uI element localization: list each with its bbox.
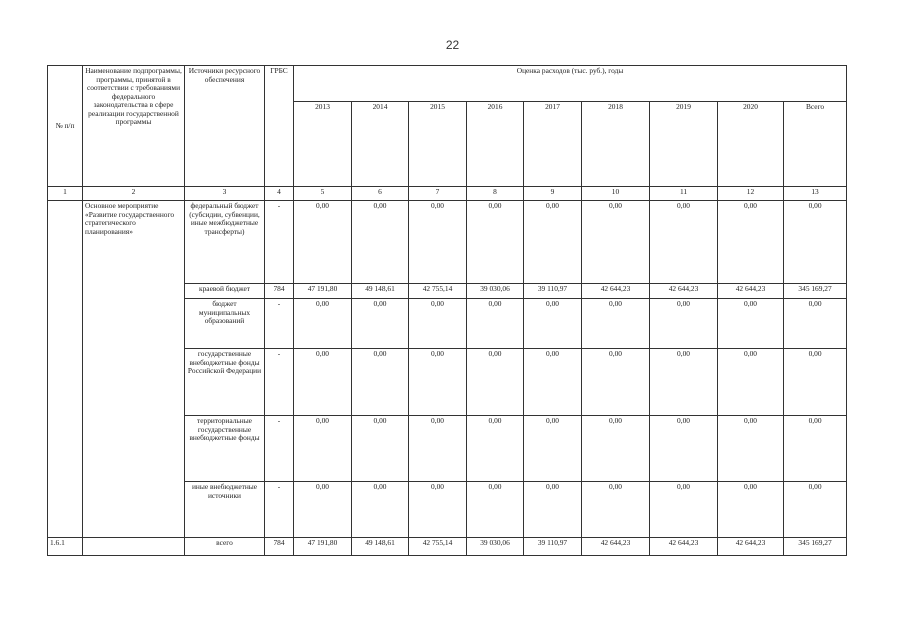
grbs-cell: - bbox=[265, 416, 294, 482]
header-year: 2015 bbox=[409, 102, 467, 187]
header-num: № п/п bbox=[48, 66, 83, 187]
value-cell: 0,00 bbox=[718, 349, 784, 416]
column-number: 6 bbox=[352, 187, 409, 201]
value-cell: 0,00 bbox=[352, 416, 409, 482]
grbs-cell: - bbox=[265, 201, 294, 284]
column-number: 12 bbox=[718, 187, 784, 201]
column-number: 1 bbox=[48, 187, 83, 201]
header-year: 2016 bbox=[467, 102, 524, 187]
value-cell: 0,00 bbox=[294, 416, 352, 482]
column-number: 11 bbox=[650, 187, 718, 201]
value-cell: 0,00 bbox=[650, 416, 718, 482]
total-value-cell: 47 191,80 bbox=[294, 538, 352, 556]
value-cell: 0,00 bbox=[718, 299, 784, 349]
column-number: 10 bbox=[582, 187, 650, 201]
source-cell: государственные внебюджетные фонды Российской Федерации bbox=[185, 349, 265, 416]
value-cell: 0,00 bbox=[467, 416, 524, 482]
source-cell: бюджет муниципальных образований bbox=[185, 299, 265, 349]
value-cell: 0,00 bbox=[467, 482, 524, 538]
source-cell: иные внебюджетные источники bbox=[185, 482, 265, 538]
source-cell: территориальные государственные внебюджетные фонды bbox=[185, 416, 265, 482]
value-cell: 0,00 bbox=[294, 349, 352, 416]
value-cell: 47 191,80 bbox=[294, 284, 352, 299]
value-cell: 0,00 bbox=[650, 482, 718, 538]
total-row-num: 1.6.1 bbox=[48, 538, 83, 556]
table-row bbox=[48, 201, 847, 284]
column-number: 8 bbox=[467, 187, 524, 201]
grbs-cell: - bbox=[265, 482, 294, 538]
value-cell: 0,00 bbox=[582, 299, 650, 349]
value-cell: 39 110,97 bbox=[524, 284, 582, 299]
value-cell: 0,00 bbox=[524, 349, 582, 416]
total-row-name bbox=[83, 538, 185, 556]
total-value-cell: 39 110,97 bbox=[524, 538, 582, 556]
value-cell: 0,00 bbox=[524, 299, 582, 349]
value-cell: 0,00 bbox=[352, 299, 409, 349]
header-estimate: Оценка расходов (тыс. руб.), годы bbox=[294, 66, 847, 102]
column-number: 4 bbox=[265, 187, 294, 201]
header-name: Наименование подпрограммы, программы, принятой в соответствии с требованиями федерального законодательства в сфере реализации государственной программы bbox=[83, 66, 185, 187]
value-cell: 0,00 bbox=[582, 482, 650, 538]
value-cell: 0,00 bbox=[718, 482, 784, 538]
value-cell: 42 644,23 bbox=[582, 284, 650, 299]
total-value-cell: 42 644,23 bbox=[582, 538, 650, 556]
column-number: 7 bbox=[409, 187, 467, 201]
header-year: 2014 bbox=[352, 102, 409, 187]
grbs-cell: - bbox=[265, 299, 294, 349]
total-value-cell: 42 644,23 bbox=[650, 538, 718, 556]
total-row-grbs: 784 bbox=[265, 538, 294, 556]
value-cell: 0,00 bbox=[582, 201, 650, 284]
value-cell: 0,00 bbox=[467, 201, 524, 284]
value-cell: 0,00 bbox=[294, 482, 352, 538]
value-cell: 0,00 bbox=[718, 201, 784, 284]
header-year: 2020 bbox=[718, 102, 784, 187]
grbs-cell: 784 bbox=[265, 284, 294, 299]
value-cell: 0,00 bbox=[784, 482, 847, 538]
value-cell: 0,00 bbox=[409, 416, 467, 482]
value-cell: 0,00 bbox=[784, 299, 847, 349]
value-cell: 0,00 bbox=[650, 349, 718, 416]
grbs-cell: - bbox=[265, 349, 294, 416]
value-cell: 0,00 bbox=[352, 482, 409, 538]
total-row bbox=[48, 538, 847, 556]
header-year: 2013 bbox=[294, 102, 352, 187]
value-cell: 0,00 bbox=[409, 349, 467, 416]
value-cell: 0,00 bbox=[467, 299, 524, 349]
value-cell: 0,00 bbox=[582, 416, 650, 482]
header-total: Всего bbox=[784, 102, 847, 187]
header-year: 2018 bbox=[582, 102, 650, 187]
value-cell: 0,00 bbox=[524, 482, 582, 538]
header-grbs: ГРБС bbox=[265, 66, 294, 187]
column-number: 3 bbox=[185, 187, 265, 201]
value-cell: 42 644,23 bbox=[650, 284, 718, 299]
value-cell: 39 030,06 bbox=[467, 284, 524, 299]
value-cell: 0,00 bbox=[294, 299, 352, 349]
value-cell: 0,00 bbox=[784, 201, 847, 284]
value-cell: 0,00 bbox=[467, 349, 524, 416]
total-value-cell: 345 169,27 bbox=[784, 538, 847, 556]
main-event-name: Основное мероприятие «Развитие государственного стратегического планирования» bbox=[83, 201, 185, 538]
value-cell: 0,00 bbox=[294, 201, 352, 284]
value-cell: 0,00 bbox=[352, 201, 409, 284]
total-value-cell: 42 755,14 bbox=[409, 538, 467, 556]
value-cell: 0,00 bbox=[650, 299, 718, 349]
value-cell: 0,00 bbox=[524, 201, 582, 284]
value-cell: 0,00 bbox=[582, 349, 650, 416]
header-row bbox=[48, 66, 847, 102]
value-cell: 42 644,23 bbox=[718, 284, 784, 299]
header-sources: Источники ресурсного обеспечения bbox=[185, 66, 265, 187]
column-numbers-row bbox=[48, 187, 847, 201]
budget-table bbox=[47, 65, 847, 556]
column-number: 2 bbox=[83, 187, 185, 201]
value-cell: 0,00 bbox=[784, 416, 847, 482]
page-number: 22 bbox=[445, 38, 460, 52]
value-cell: 0,00 bbox=[409, 201, 467, 284]
value-cell: 0,00 bbox=[718, 416, 784, 482]
value-cell: 0,00 bbox=[784, 349, 847, 416]
total-row-source: всего bbox=[185, 538, 265, 556]
column-number: 9 bbox=[524, 187, 582, 201]
value-cell: 0,00 bbox=[409, 482, 467, 538]
value-cell: 0,00 bbox=[409, 299, 467, 349]
total-value-cell: 39 030,06 bbox=[467, 538, 524, 556]
value-cell: 42 755,14 bbox=[409, 284, 467, 299]
source-cell: федеральный бюджет (субсидии, субвенции, иные межбюджетные трансферты) bbox=[185, 201, 265, 284]
total-value-cell: 42 644,23 bbox=[718, 538, 784, 556]
header-year: 2017 bbox=[524, 102, 582, 187]
row-num-cell bbox=[48, 201, 83, 538]
value-cell: 0,00 bbox=[352, 349, 409, 416]
value-cell: 0,00 bbox=[524, 416, 582, 482]
column-number: 13 bbox=[784, 187, 847, 201]
value-cell: 49 148,61 bbox=[352, 284, 409, 299]
value-cell: 345 169,27 bbox=[784, 284, 847, 299]
column-number: 5 bbox=[294, 187, 352, 201]
source-cell: краевой бюджет bbox=[185, 284, 265, 299]
value-cell: 0,00 bbox=[650, 201, 718, 284]
total-value-cell: 49 148,61 bbox=[352, 538, 409, 556]
header-year: 2019 bbox=[650, 102, 718, 187]
